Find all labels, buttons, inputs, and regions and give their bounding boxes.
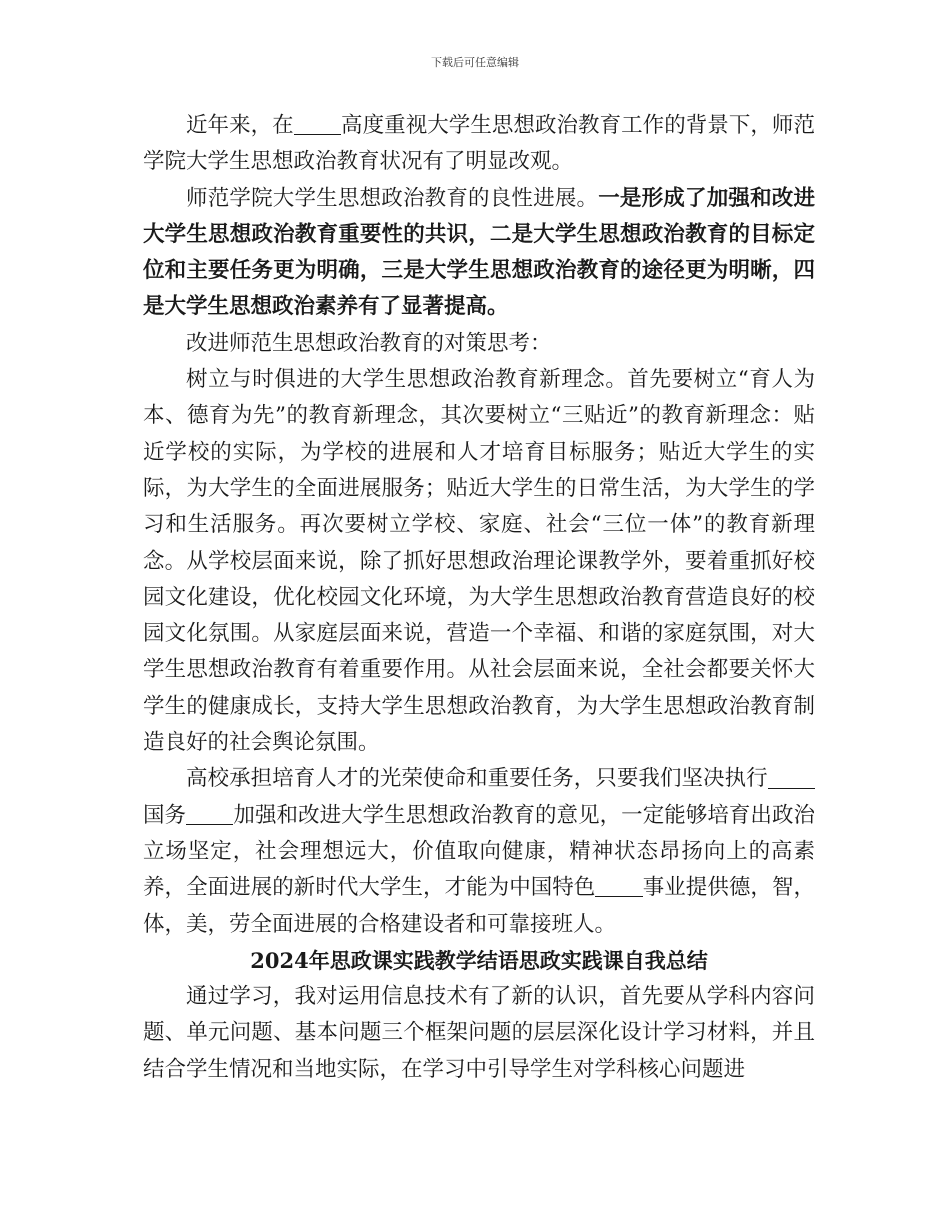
- paragraph-summary: 通过学习，我对运用信息技术有了新的认识，首先要从学科内容问题、单元问题、基本问题三个框架问题的层层深化设计学习材料，并且结合学生情况和当地实际，在学习中引导学生对学科核心问题进: [143, 984, 815, 1082]
- paragraph-background: [143, 108, 815, 181]
- paragraph-strategy-heading: 改进师范生思想政治教育的对策思考：: [186, 330, 552, 356]
- paragraph-progress: [143, 181, 815, 326]
- paragraph-text: 高度重视大学生思想政治教育工作的背景下，师范学院大学生思想政治教育状况有了明显改观。: [143, 113, 815, 175]
- paragraph-conclusion: [143, 761, 815, 942]
- paragraph-text: 国务: [143, 802, 187, 828]
- paragraph-bold-text: 一是形成了加强和改进大学生思想政治教育重要性的共识，二是大学生思想政治教育的目标定位和主要任务更为明确，三是大学生思想政治教育的途径更为明晰，四是大学生思想政治素养有了显著提高。: [143, 185, 815, 320]
- fill-blank: [595, 875, 642, 898]
- paragraph-text: 师范学院大学生思想政治教育的良性进展。: [186, 185, 599, 211]
- paragraph-text: 事业提供德，智，体，美，劳全面进展的合格建设者和可靠接班人。: [143, 875, 815, 937]
- document-body: [143, 108, 815, 1088]
- paragraph-new-concepts: 树立与时俱进的大学生思想政治教育新理念。首先要树立“育人为本、德育为先”的教育新理念，其次要树立“三贴近”的教育新理念：贴近学校的实际，为学校的进展和人才培育目标服务；贴近大学生的实际，为大学生的全面进展服务；贴近大学生的日常生活，为大学生的学习和生活服务。再次要树立学校、家庭、社会“三位一体”的教育新理念。从学校层面来说，除了抓好思想政治理论课教学外，要着重抓好校园文化建设，优化校园文化环境，为大学生思想政治教育营造良好的校园文化氛围。从家庭层面来说，营造一个幸福、和谐的家庭氛围，对大学生思想政治教育有着重要作用。从社会层面来说，全社会都要关怀大学生的健康成长，支持大学生思想政治教育，为大学生思想政治教育制造良好的社会舆论氛围。: [143, 367, 815, 756]
- paragraph-text: 加强和改进大学生思想政治教育的意见，一定能够培育出政治立场坚定，社会理想远大，价值取向健康，精神状态昂扬向上的高素养，全面进展的新时代大学生，才能为中国特色: [143, 802, 815, 901]
- section-title: 2024年思政课实践教学结语思政实践课自我总结: [250, 947, 708, 973]
- page-header: 下载后可任意编辑: [431, 56, 519, 69]
- fill-blank: [294, 113, 341, 136]
- paragraph-text: 近年来，在: [186, 113, 294, 138]
- paragraph-text: 高校承担培育人才的光荣使命和重要任务，只要我们坚决执行: [186, 766, 768, 792]
- fill-blank: [768, 766, 815, 789]
- fill-blank: [186, 802, 233, 825]
